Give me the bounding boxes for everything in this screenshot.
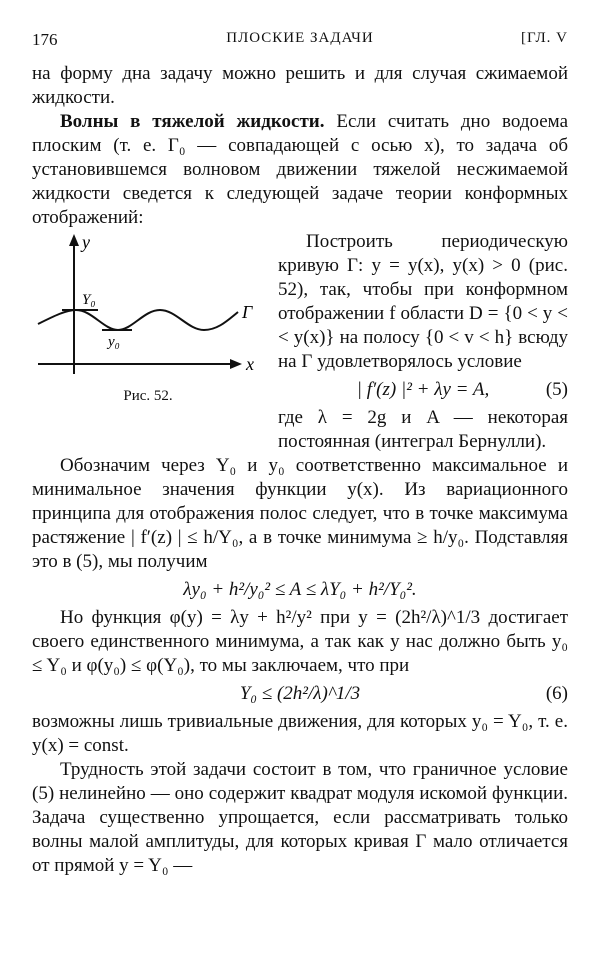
figure-52 <box>32 232 264 432</box>
paragraph-2-text: Если считать дно водоема плоским (т. е. Γ₀ — совпадающей с осью x), то задача об установившемся волновом движении тяжелой несжимаемой жидкости сведется к следующей задаче теории конформных отображений: <box>32 111 568 228</box>
formula-6 <box>32 682 568 706</box>
formula-inequality: λy₀ + h²/y₀² ≤ A ≤ λY₀ + h²/Y₀². <box>183 579 417 600</box>
section-heading: Волны в тяжелой жидкости. <box>60 111 325 132</box>
paragraph-4: где λ = 2g и A — некоторая постоянная (интеграл Бернулли). <box>278 407 568 452</box>
figure-caption: Рис. 52. <box>123 388 173 404</box>
y-axis-arrow-icon <box>69 234 79 246</box>
paragraph-5: Обозначим через Y₀ и y₀ соответственно максимальное и минимальное значения функции y(x). Из вариационного принципа для отображения полос следует, что в точке максимума растяжение | f′(z) | ≤ h/Y₀, а в точке минимума ≥ h/y₀. Подставляя это в (5), мы получим <box>32 455 568 572</box>
paragraph-1: на форму дна задачу можно решить и для случая сжимаемой жидкости. <box>32 63 568 108</box>
paragraph-6: Но функция φ(y) = λy + h²/y² при y = (2h²/λ)^1/3 достигает своего единственного минимума, а так как у нас должно быть y₀ ≤ Y₀ и φ(y₀) ≤ φ(Y₀), то мы заключаем, что при <box>32 607 568 676</box>
y-axis-label: y <box>82 232 90 252</box>
page-number: 176 <box>32 30 58 49</box>
paragraph-3: Построить периодическую кривую Γ: y = y(x), y(x) > 0 (рис. 52), так, чтобы при конформном отображении f области D = {0 < y < < y(x)} на полосу {0 < v < h} всюду на Γ удовлетворялось условие <box>278 231 568 372</box>
paragraph-7: возможны лишь тривиальные движения, для которых y₀ = Y₀, т. е. y(x) = const. <box>32 711 568 756</box>
formula-5 <box>32 378 568 402</box>
formula-6-text: Y₀ ≤ (2h²/λ)^1/3 <box>239 683 361 704</box>
chapter-label: [ГЛ. V <box>520 30 568 46</box>
wave-diagram <box>32 232 264 382</box>
formula-5-text: | f′(z) |² + λy = A, <box>356 379 490 400</box>
x-axis-arrow-icon <box>230 359 242 369</box>
formula-6-number: (6) <box>545 683 568 704</box>
page-body <box>32 62 568 878</box>
wave-curve <box>38 310 238 330</box>
formula-5-number: (5) <box>545 379 568 400</box>
curve-label: Γ <box>242 302 253 322</box>
paragraph-2 <box>32 110 568 230</box>
min-label: y₀ <box>108 334 120 350</box>
max-label: Y₀ <box>82 292 96 308</box>
x-axis-label: x <box>246 354 254 374</box>
page-header <box>32 30 568 52</box>
paragraph-8: Трудность этой задачи состоит в том, что граничное условие (5) нелинейно — оно содержит квадрат модуля искомой функции. Задача существенно упрощается, если рассматривать только волны малой амплитуды, для которых кривая Γ мало отличается от прямой y = Y₀ — <box>32 759 568 876</box>
running-title: ПЛОСКИЕ ЗАДАЧИ <box>226 30 374 46</box>
